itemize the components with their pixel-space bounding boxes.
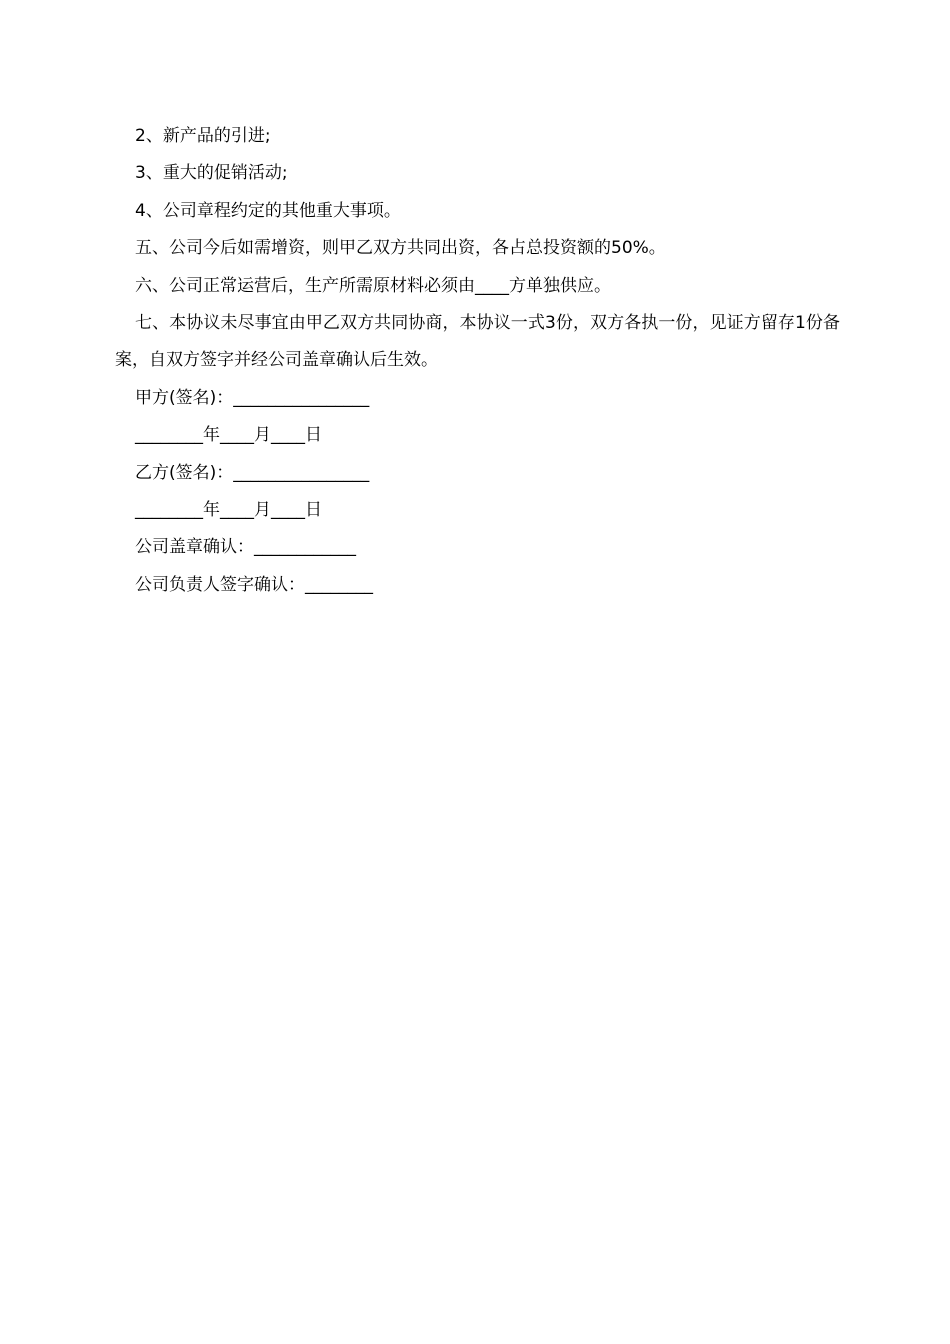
- party-b-date: ________年____月____日: [135, 500, 322, 521]
- party-a-signature: 甲方(签名)：________________: [135, 387, 370, 408]
- company-seal-confirmation: 公司盖章确认：____________: [135, 537, 356, 558]
- item-new-products: 2、新产品的引进;: [135, 126, 271, 146]
- document-body: [115, 118, 840, 604]
- party-b-signature: 乙方(签名)：________________: [135, 462, 370, 483]
- clause-five: 五、公司今后如需增资，则甲乙双方共同出资，各占总投资额的50%。: [135, 238, 666, 259]
- clause-seven: 七、本协议未尽事宜由甲乙双方共同协商，本协议一式3份，双方各执一份，见证方留存1份备案，自双方签字并经公司盖章确认后生效。: [115, 313, 840, 371]
- party-a-date: ________年____月____日: [135, 425, 322, 446]
- clause-six: 六、公司正常运营后，生产所需原材料必须由____方单独供应。: [135, 275, 611, 296]
- company-head-signature: 公司负责人签字确认：________: [135, 574, 373, 595]
- item-other-matters: 4、公司章程约定的其他重大事项。: [135, 200, 401, 221]
- item-promotions: 3、重大的促销活动;: [135, 163, 288, 184]
